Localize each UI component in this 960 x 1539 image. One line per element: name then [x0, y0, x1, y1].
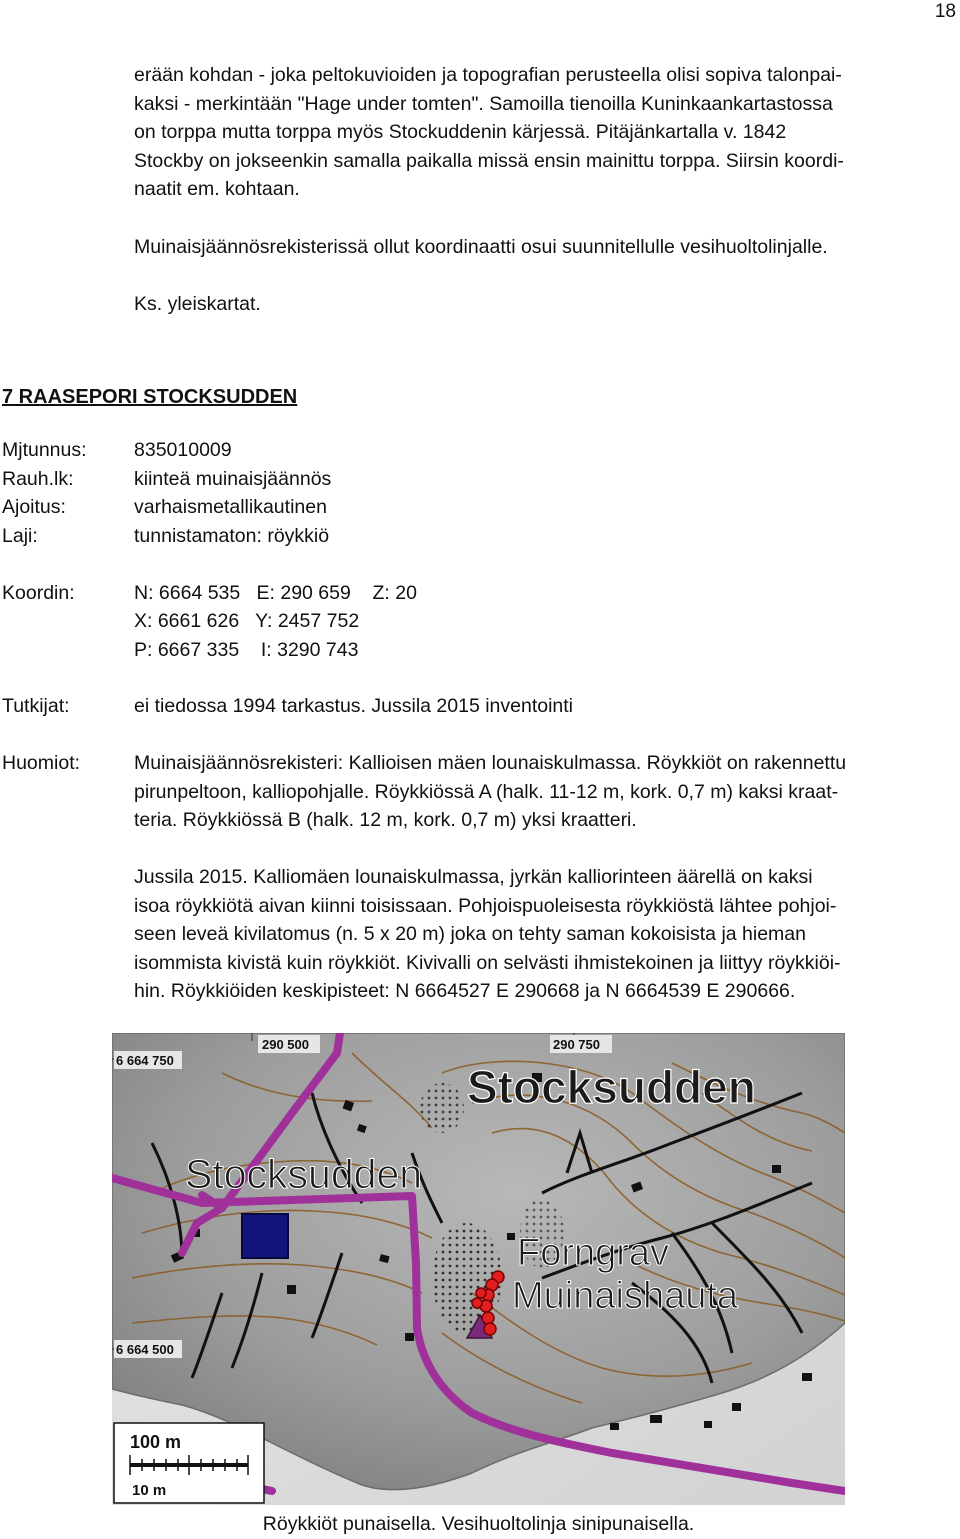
site-label-swedish: Forngrav [517, 1232, 670, 1274]
text-line: seen leveä kivilatomus (n. 5 x 20 m) joka on tehty saman kokoisista ja hieman [134, 923, 806, 946]
field-laji [2, 522, 329, 551]
field-value-line: teria. Röykkiössä B (halk. 12 m, kork. 0,7 m) yksi kraatteri. [134, 809, 637, 831]
place-name-small: Stocksudden [185, 1151, 423, 1197]
text-line: Jussila 2015. Kalliomäen lounaiskulmassa, jyrkän kalliorinteen äärellä on kaksi [134, 866, 813, 888]
blue-square-marker [242, 1214, 288, 1258]
field-mjtunnus [2, 436, 232, 465]
intro-paragraph [134, 61, 952, 204]
field-value: tunnistamaton: röykkiö [134, 525, 330, 547]
scale-bar [114, 1423, 264, 1503]
text-line: on torppa mutta torppa myös Stockuddenin kärjessä. Pitäjänkartalla v. 1842 [134, 121, 787, 144]
field-rauh [2, 465, 331, 494]
text-line: erään kohdan - joka peltokuvioiden ja topografian perusteella olisi sopiva talonpai- [134, 64, 842, 86]
register-note: Muinaisjäännösrekisterissä ollut koordinaatti osui suunnitellulle vesihuoltolinjalle. [134, 236, 828, 258]
field-label: Laji: [2, 525, 38, 547]
section-heading: 7 RAASEPORI STOCKSUDDEN [2, 386, 298, 408]
field-value: ei tiedossa 1994 tarkastus. Jussila 2015 inventointi [134, 695, 574, 717]
scale-label-10m: 10 m [132, 1482, 167, 1499]
map-caption: Röykkiöt punaisella. Vesihuoltolinja sinipunaisella. [262, 1513, 695, 1535]
huomiot-row [134, 778, 838, 807]
jussila-paragraph [134, 863, 952, 1006]
coordinate-line: N: 6664 535 E: 290 659 Z: 20 [134, 582, 417, 604]
text-line: kaksi - merkintään "Hage under tomten". Samoilla tienoilla Kuninkaankartastossa [134, 92, 833, 115]
text-line: Stockby on jokseenkin samalla paikalla missä ensin mainittu torppa. Siirsin koordi- [134, 149, 844, 172]
grid-label-north: 6 664 750 [116, 1053, 174, 1068]
coordinate-line: P: 6667 335 I: 3290 743 [134, 639, 359, 661]
field-value: varhaismetallikautinen [134, 496, 327, 518]
boulder-field [420, 1083, 464, 1133]
field-value: kiinteä muinaisjäännös [134, 468, 332, 490]
grid-label-north: 6 664 500 [116, 1342, 174, 1357]
coordinate-row [134, 607, 359, 636]
see-maps-note: Ks. yleiskartat. [134, 293, 261, 315]
field-label: Mjtunnus: [2, 439, 87, 461]
huomiot-row [134, 806, 637, 835]
site-map [112, 1033, 845, 1505]
field-tutkijat [2, 692, 573, 721]
field-koordin [2, 579, 417, 608]
text-line: isommista kivistä kuin röykkiöt. Kivivalli on selvästi ihmistekoinen ja liittyy röykkiöi- [134, 951, 841, 974]
grid-label-east: 290 500 [262, 1037, 309, 1052]
grid-label-east: 290 750 [553, 1037, 600, 1052]
field-label: Koordin: [2, 582, 75, 604]
field-label: Rauh.lk: [2, 468, 74, 490]
field-value: 835010009 [134, 439, 232, 461]
text-line: naatit em. kohtaan. [134, 178, 300, 201]
text-line: hin. Röykkiöiden keskipisteet: N 6664527 E 290668 ja N 6664539 E 290666. [134, 980, 796, 1003]
field-label: Huomiot: [2, 752, 81, 774]
coordinate-line: X: 6661 626 Y: 2457 752 [134, 610, 360, 632]
field-label: Tutkijat: [2, 695, 70, 717]
page-number: 18 [934, 1, 956, 22]
field-huomiot [2, 749, 846, 778]
place-name-large: Stocksudden [467, 1061, 756, 1113]
field-value-line: pirunpeltoon, kalliopohjalle. Röykkiössä A (halk. 11-12 m, kork. 0,7 m) kaksi kraat- [134, 781, 839, 803]
text-line: isoa röykkiötä aivan kiinni toisissaan. Pohjoispuoleisesta röykkiöstä lähtee pohjoi- [134, 894, 837, 917]
field-label: Ajoitus: [2, 496, 66, 518]
scale-label-100m: 100 m [130, 1432, 182, 1452]
site-label-finnish: Muinaishauta [512, 1275, 739, 1317]
field-value-line: Muinaisjäännösrekisteri: Kallioisen mäen lounaiskulmassa. Röykkiöt on rakennettu [134, 752, 847, 774]
field-ajoitus [2, 493, 327, 522]
coordinate-row [134, 636, 358, 665]
map-svg [112, 1033, 845, 1505]
